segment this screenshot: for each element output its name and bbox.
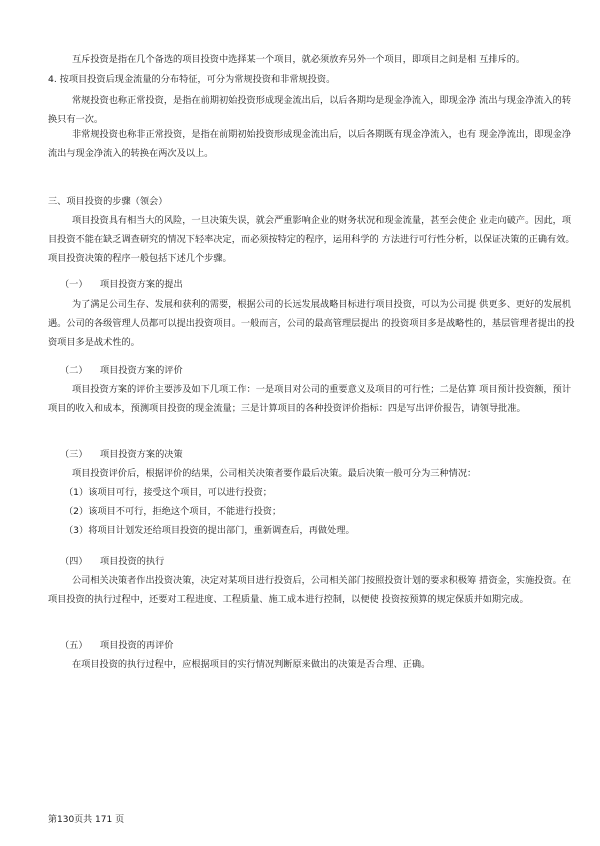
paragraph-regular-investment: 常规投资也称正常投资，是指在前期初始投资形成现金流出后，以后各期均是现金净流入，即现金净 流出与现金净流入的转换只有一次。 bbox=[48, 95, 572, 125]
section-4-heading bbox=[60, 552, 164, 571]
section-title: 项目投资方案的决策 bbox=[100, 449, 183, 460]
section-5-body: 在项目投资的执行过程中，应根据项目的实行情况判断原来做出的决策是否合理、正确。 bbox=[72, 659, 431, 670]
section-heading-steps: 三、项目投资的步骤（领会） bbox=[48, 196, 168, 207]
section-title: 项目投资方案的评价 bbox=[100, 365, 183, 376]
section-title: 项目投资方案的提出 bbox=[100, 279, 183, 290]
paragraph-mutual-exclusive: 互斥投资是指在几个备选的项目投资中选择某一个项目，就必须放弃另外一个项目，即项目之间是相 互排斥的。 bbox=[72, 54, 526, 65]
section-2-body: 项目投资方案的评价主要涉及如下几项工作：一是项目对公司的重要意义及项目的可行性；二是估算 项目预计投资额，预计项目的收入和成本，预测项目投资的现金流量；三是计算项目的各种投资评价指标：四是写出评价报告，请领导批准。 bbox=[48, 384, 572, 414]
list-item: （2）该项目不可行，拒绝这个项目，不能进行投资； bbox=[64, 506, 282, 517]
page-number-footer: 第130页共 171 页 bbox=[48, 815, 125, 825]
section-number: （二） bbox=[60, 365, 88, 376]
section-4-body: 公司相关决策者作出投资决策，决定对某项目进行投资后，公司相关部门按照投资计划的要求积极筹 措资金，实施投资。在项目投资的执行过程中，还要对工程进度、工程质量、施工成本进行控制，以便使 投资按预算的规定保质并如期完成。 bbox=[48, 575, 572, 605]
section-5-heading bbox=[60, 636, 174, 655]
section-3-heading bbox=[60, 445, 183, 464]
paragraph-irregular-investment: 非常规投资也称非正常投资，是指在前期初始投资形成现金流出后，以后各期既有现金净流入，也有 现金净流出，即现金净流出与现金净流入的转换在两次及以上。 bbox=[48, 129, 572, 159]
section-1-heading bbox=[60, 275, 183, 294]
section-number: （五） bbox=[60, 640, 88, 651]
section-title: 项目投资的再评价 bbox=[100, 640, 174, 651]
list-item: （3）将项目计划发还给项目投资的提出部门，重新调查后，再做处理。 bbox=[64, 525, 355, 536]
paragraph-classification-4: 4. 按项目投资后现金流量的分布特征，可分为常规投资和非常规投资。 bbox=[48, 74, 336, 85]
section-number: （三） bbox=[60, 449, 88, 460]
list-item: （1）该项目可行，接受这个项目，可以进行投资； bbox=[64, 487, 272, 498]
paragraph-steps-intro: 项目投资具有相当大的风险，一旦决策失误，就会严重影响企业的财务状况和现金流量，甚至会使企 业走向破产。因此，项目投资不能在缺乏调查研究的情况下轻率决定，而必须按特定的程序，运用科学的 方法进行可行性分析，以保证决策的正确有效。项目投资决策的程序一般包括下述几个步骤。 bbox=[48, 215, 575, 264]
section-number: （一） bbox=[60, 279, 88, 290]
section-title: 项目投资的执行 bbox=[100, 556, 165, 567]
section-2-heading bbox=[60, 361, 183, 380]
section-1-body: 为了满足公司生存、发展和获利的需要，根据公司的长远发展战略目标进行项目投资，可以为公司提 供更多、更好的发展机遇。公司的各级管理人员都可以提出投资项目。一般而言，公司的最高管理层提出 的投资项目多是战略性的，基层管理者提出的投资项目多是战术性的。 bbox=[48, 299, 575, 348]
section-3-body: 项目投资评价后，根据评价的结果，公司相关决策者要作最后决策。最后决策一般可分为三种情况： bbox=[72, 468, 477, 479]
section-number: （四） bbox=[60, 556, 88, 567]
